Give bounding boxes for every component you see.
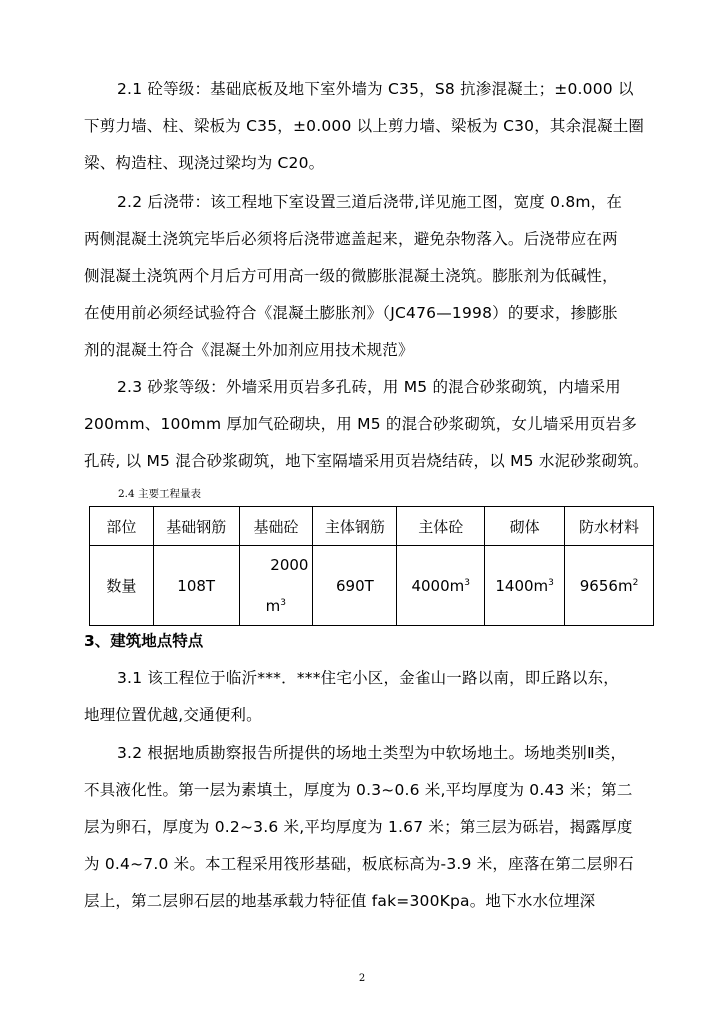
text-line: 在使用前必须经试验符合《混凝土膨胀剂》（JC476—1998）的要求，掺膨胀 xyxy=(84,304,618,322)
row-label-cell: 数量 xyxy=(90,546,154,626)
table-header-cell: 部位 xyxy=(90,507,154,546)
table-header-cell: 砌体 xyxy=(485,507,565,546)
masonry-exponent: 3 xyxy=(548,577,554,588)
foundation-concrete-unit-wrap xyxy=(240,584,313,625)
table-header-cell: 基础砼 xyxy=(239,507,313,546)
waterproof-exponent: 2 xyxy=(632,577,639,588)
foundation-concrete-exponent: 3 xyxy=(280,598,286,608)
text-line: 不具液化性。第一层为素填土，厚度为 0.3~0.6 米,平均厚度为 0.43 米；第二 xyxy=(84,781,633,799)
table-header-row xyxy=(90,507,654,546)
table-row xyxy=(90,546,654,626)
text-line: 2.2 后浇带：该工程地下室设置三道后浇带,详见施工图，宽度 0.8m，在 xyxy=(117,193,623,211)
text-line: 梁、构造柱、现浇过梁均为 C20。 xyxy=(84,154,325,172)
text-line: 层上，第二层卵石层的地基承载力特征值 fak=300Kpa。地下水水位埋深 xyxy=(84,892,596,910)
text-line: 地理位置优越,交通便利。 xyxy=(84,706,262,724)
main-concrete-cell xyxy=(397,546,485,626)
paragraph-3-2 xyxy=(84,735,662,920)
table-header-cell: 主体砼 xyxy=(397,507,485,546)
text-line: 剂的混凝土符合《混凝土外加剂应用技术规范》 xyxy=(84,341,414,359)
text-line: 3.2 根据地质勘察报告所提供的场地土类型为中软场地土。场地类别Ⅱ类， xyxy=(117,744,627,762)
text-line: 侧混凝土浇筑两个月后方可用高一级的微膨胀混凝土浇筑。膨胀剂为低碱性， xyxy=(84,267,618,285)
waterproof-cell xyxy=(565,546,654,626)
foundation-rebar-cell: 108T xyxy=(153,546,239,626)
table-header-cell: 基础钢筋 xyxy=(153,507,239,546)
masonry-cell xyxy=(485,546,565,626)
text-line: 200mm、100mm 厚加气砼砌块，用 M5 的混合砂浆砌筑，女儿墙采用页岩多 xyxy=(84,415,638,433)
text-line: 为 0.4~7.0 米。本工程采用筏形基础，板底标高为-3.9 米，座落在第二层卵石 xyxy=(84,855,634,873)
table-caption: 2.4 主要工程量表 xyxy=(118,488,202,500)
table-header-cell: 主体钢筋 xyxy=(313,507,397,546)
main-concrete-exponent: 3 xyxy=(464,577,470,588)
text-line: 3.1 该工程位于临沂***．***住宅小区，金雀山一路以南，即丘路以东， xyxy=(117,669,619,687)
paragraph-2-3 xyxy=(84,369,662,480)
foundation-concrete-cell xyxy=(239,546,313,626)
table-header-cell: 防水材料 xyxy=(565,507,654,546)
text-line: 层为卵石，厚度为 0.2~3.6 米,平均厚度为 1.67 米；第三层为砾岩，揭露厚度 xyxy=(84,818,633,836)
main-rebar-cell: 690T xyxy=(313,546,397,626)
foundation-concrete-unit: m xyxy=(265,597,281,615)
quantity-table xyxy=(89,506,654,626)
paragraph-2-1 xyxy=(84,71,662,182)
paragraph-3-1 xyxy=(84,660,662,734)
masonry-value: 1400m xyxy=(495,576,549,595)
page-number: 2 xyxy=(358,973,366,984)
text-line: 孔砖, 以 M5 混合砂浆砌筑，地下室隔墙采用页岩烧结砖，以 M5 水泥砂浆砌筑。 xyxy=(84,452,649,470)
text-line: 2.3 砂浆等级：外墙采用页岩多孔砖，用 M5 的混合砂浆砌筑，内墙采用 xyxy=(117,378,621,396)
waterproof-value: 9656m xyxy=(579,576,633,595)
main-concrete-value: 4000m xyxy=(411,576,465,595)
section-heading: 3、建筑地点特点 xyxy=(84,632,204,650)
text-line: 下剪力墙、柱、梁板为 C35，±0.000 以上剪力墙、梁板为 C30，其余混凝土圈 xyxy=(84,117,645,135)
foundation-concrete-number: 2000 xyxy=(270,556,309,574)
paragraph-2-2 xyxy=(84,184,662,369)
text-line: 两侧混凝土浇筑完毕后必须将后浇带遮盖起来，避免杂物落入。后浇带应在两 xyxy=(84,230,618,248)
text-line: 2.1 砼等级：基础底板及地下室外墙为 C35，S8 抗渗混凝土；±0.000 以 xyxy=(117,80,634,98)
